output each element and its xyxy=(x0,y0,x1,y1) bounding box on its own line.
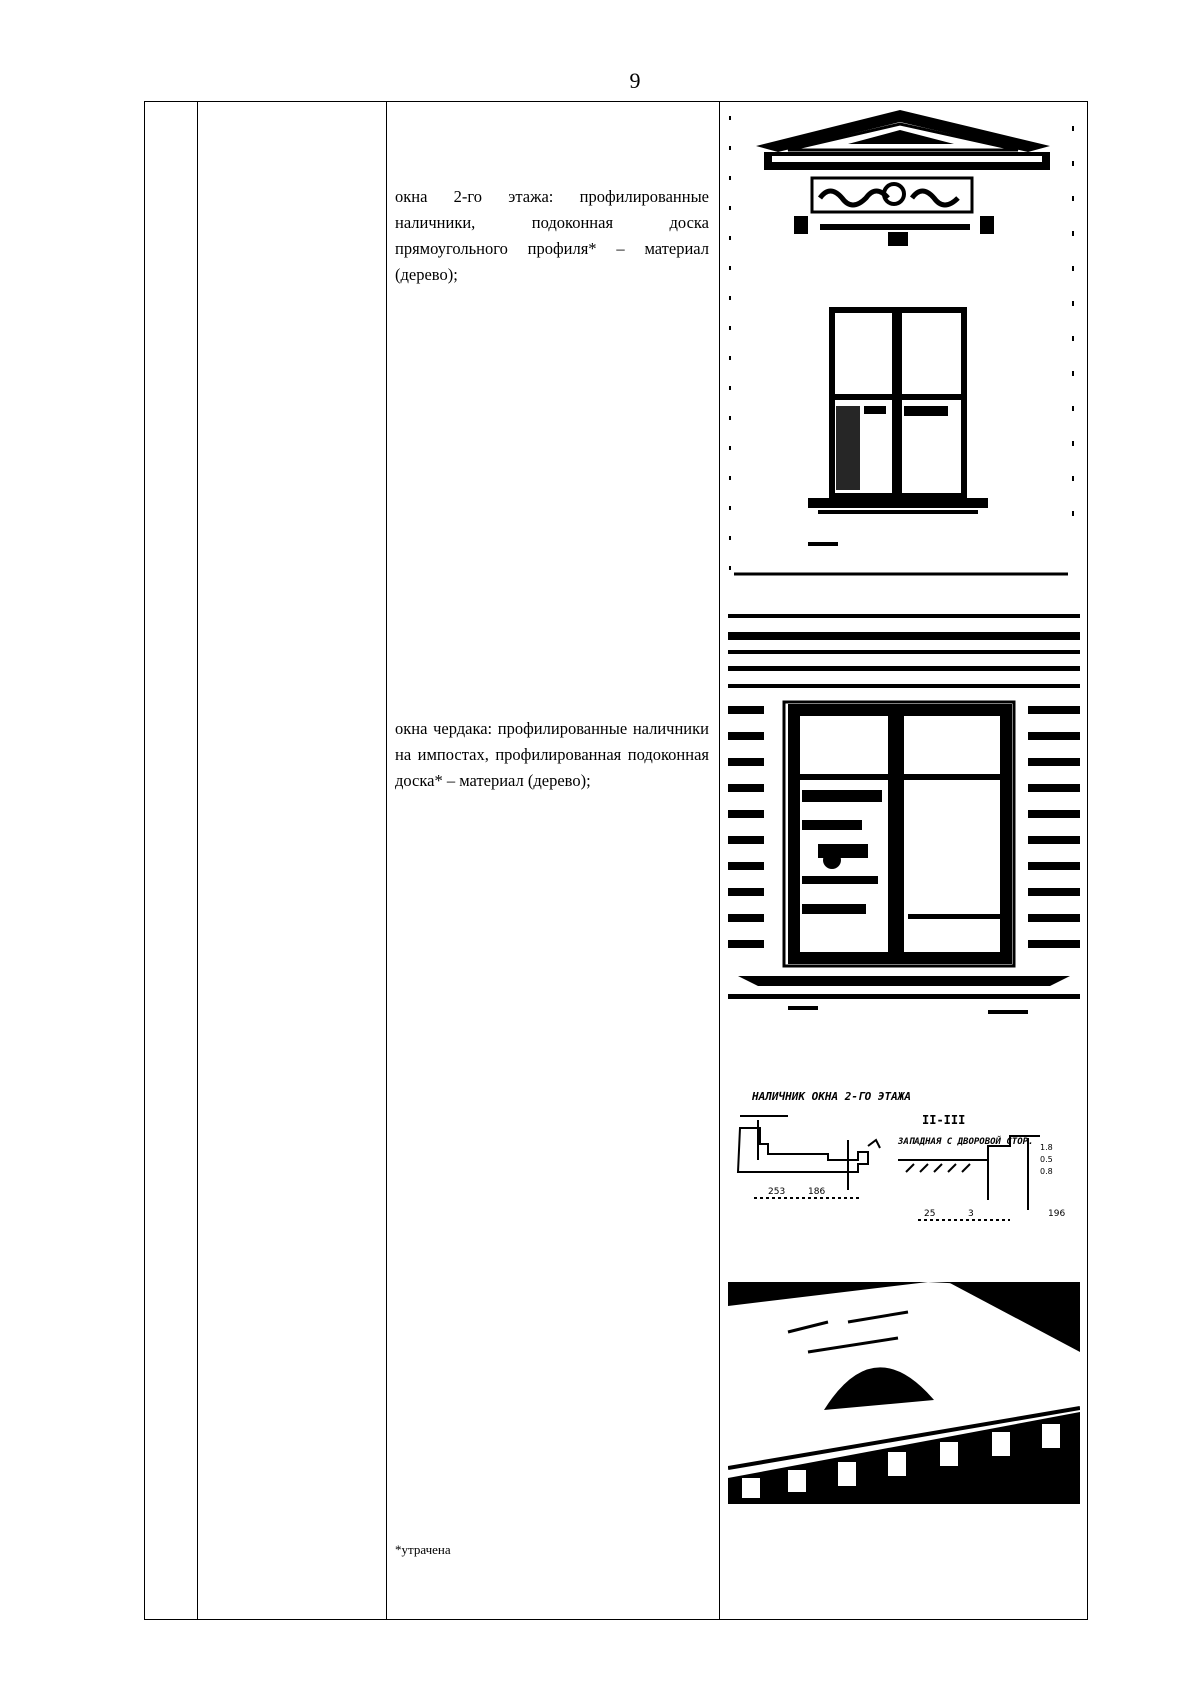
page-number: 9 xyxy=(629,68,641,93)
drawing-label-side: ЗАПАДНАЯ С ДВОРОВОЙ СТОР. xyxy=(898,1137,1034,1147)
document-table xyxy=(144,101,1088,1620)
drawing-label-top: НАЛИЧНИК ОКНА 2-ГО ЭТАЖА xyxy=(752,1090,911,1103)
column-divider xyxy=(197,102,198,1619)
column-divider xyxy=(719,102,720,1619)
dimension-label: 25 xyxy=(924,1209,936,1219)
dimension-label: 196 xyxy=(1048,1209,1066,1219)
drawing-window-profile xyxy=(728,1080,1080,1230)
photo-attic-window xyxy=(728,614,1080,1028)
photo-second-floor-window xyxy=(728,106,1080,580)
description-second-floor-windows: окна 2-го этажа: профилированные наличники, подоконная доска прямоугольного профиля* – материал (дерево); xyxy=(395,187,709,284)
dimension-label: 186 xyxy=(808,1187,826,1197)
dimension-label: 3 xyxy=(968,1209,974,1219)
drawing-section-mark: II-III xyxy=(922,1113,966,1127)
description-attic-windows: окна чердака: профилированные наличники на импостах, профилированная подоконная доска* – материал (дерево); xyxy=(395,719,709,790)
photo-pediment-detail xyxy=(728,1282,1080,1512)
dimension-label: 0.8 xyxy=(1040,1167,1053,1176)
column-divider xyxy=(386,102,387,1619)
dimension-label: 0.5 xyxy=(1040,1155,1053,1164)
footnote: *утрачена xyxy=(395,1542,451,1557)
dimension-label: 253 xyxy=(768,1187,786,1197)
dimension-label: 1.8 xyxy=(1040,1143,1053,1152)
